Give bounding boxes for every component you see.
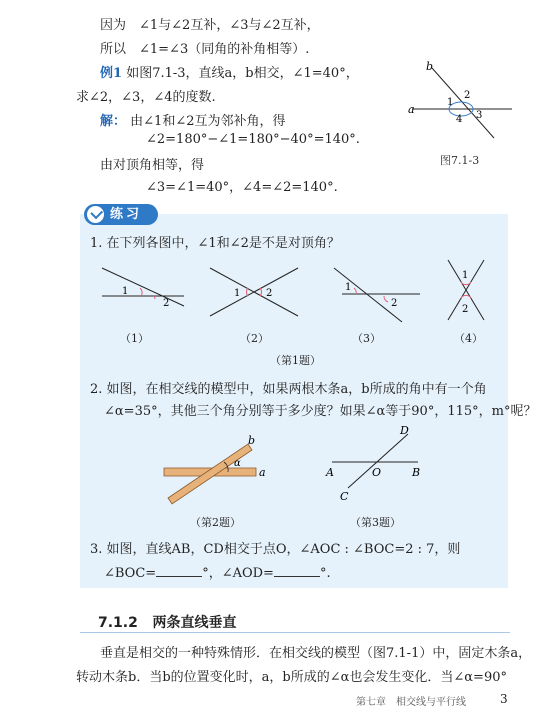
example-statement-1	[100, 62, 359, 81]
question-2-line-2: ∠α=35°，其他三个角分别等于多少度？如果∠α等于90°，115°，m°呢？	[104, 404, 537, 419]
practice-badge-label: 练习	[110, 207, 143, 222]
question-1-figures	[92, 254, 504, 324]
figure-7-1-3	[408, 56, 518, 148]
q1-figure-2	[210, 268, 298, 316]
section-rule	[80, 632, 510, 633]
svg-text:D: D	[400, 424, 409, 437]
q1-sub-label-1: （1）	[120, 332, 149, 345]
fig-label-3: 3	[476, 110, 483, 121]
svg-text:A: A	[326, 466, 334, 479]
section-paragraph-line-2: 转动木条b．当b的位置变化时，a，b所成的∠α也会发生变化．当∠α=90°	[76, 670, 507, 685]
q2-caption: （第2题）	[190, 516, 241, 529]
example-statement-2: 求∠2，∠3，∠4的度数.	[76, 90, 216, 105]
svg-text:O: O	[372, 466, 382, 479]
page-number: 3	[500, 692, 508, 706]
footer-chapter: 第七章 相交线与平行线	[356, 697, 466, 708]
question-1: 1. 在下列各图中，∠1和∠2是不是对顶角？	[90, 236, 340, 251]
q3-blank-1[interactable]	[156, 564, 202, 577]
q1-figure-3	[334, 268, 420, 322]
svg-text:C: C	[340, 490, 349, 503]
fig-label-b: b	[426, 60, 434, 73]
q3-boc-text: ∠BOC=	[104, 566, 157, 581]
svg-text:2: 2	[462, 304, 469, 315]
fig-label-1: 1	[447, 97, 454, 108]
svg-text:a: a	[259, 466, 266, 479]
solution-text-1: 由∠1和∠2互为邻补角，得	[130, 114, 286, 129]
fig-label-2: 2	[464, 90, 471, 101]
svg-text:B: B	[412, 466, 421, 479]
check-icon	[87, 206, 104, 223]
solution-label: 解：	[100, 114, 127, 129]
q3-blank-2[interactable]	[274, 564, 320, 577]
svg-text:1: 1	[122, 286, 129, 297]
svg-text:α: α	[234, 458, 241, 469]
example-text-1: 如图7.1-3，直线a，b相交，∠1=40°，	[126, 66, 359, 81]
section-paragraph-line-1: 垂直是相交的一种特殊情形．在相交线的模型（图7.1-1）中，固定木条a，	[100, 646, 532, 661]
q1-figure-4	[448, 260, 484, 320]
question-2-line-1: 2. 如图，在相交线的模型中，如果两根木条a，b所成的角中有一个角	[90, 382, 487, 397]
svg-text:1: 1	[345, 282, 352, 293]
svg-text:1: 1	[234, 288, 241, 299]
solution-line-1	[100, 110, 285, 129]
question-3-line-1: 3. 如图，直线AB，CD相交于点O，∠AOC : ∠BOC=2 : 7，则	[90, 542, 461, 557]
q2-figure	[160, 434, 272, 506]
intro-line-2: 所以 ∠1=∠3（同角的补角相等）.	[100, 42, 310, 57]
figure-caption: 图7.1-3	[440, 154, 480, 167]
question-3-line-2	[104, 562, 331, 581]
solution-line-4: ∠3=∠1=40°，∠4=∠2=140°.	[146, 180, 338, 195]
example-label: 例1	[100, 66, 123, 81]
q3-caption: （第3题）	[350, 516, 401, 529]
q3-figure	[322, 424, 432, 504]
svg-text:2: 2	[163, 298, 170, 309]
q1-sub-label-4: （4）	[454, 332, 483, 345]
q1-sub-label-2: （2）	[240, 332, 269, 345]
q3-end-text: °.	[319, 566, 331, 581]
fig-label-a: a	[408, 103, 415, 116]
q1-sub-label-3: （3）	[352, 332, 381, 345]
q1-caption: （第1题）	[270, 354, 321, 367]
svg-text:2: 2	[391, 298, 398, 309]
section-title: 两条直线垂直	[152, 615, 237, 631]
svg-text:1: 1	[462, 270, 469, 281]
fig-label-4: 4	[456, 114, 463, 125]
q1-figure-1	[102, 268, 184, 309]
practice-badge	[84, 204, 158, 225]
section-number: 7.1.2	[98, 615, 138, 631]
svg-text:2: 2	[266, 288, 273, 299]
svg-text:b: b	[248, 434, 256, 447]
solution-line-3: 由对顶角相等，得	[100, 158, 205, 173]
section-heading	[98, 612, 237, 632]
solution-line-2: ∠2=180°−∠1=180°−40°=140°.	[146, 132, 360, 147]
q3-aod-text: °，∠AOD=	[202, 566, 274, 581]
intro-line-1: 因为 ∠1与∠2互补，∠3与∠2互补，	[100, 18, 320, 33]
